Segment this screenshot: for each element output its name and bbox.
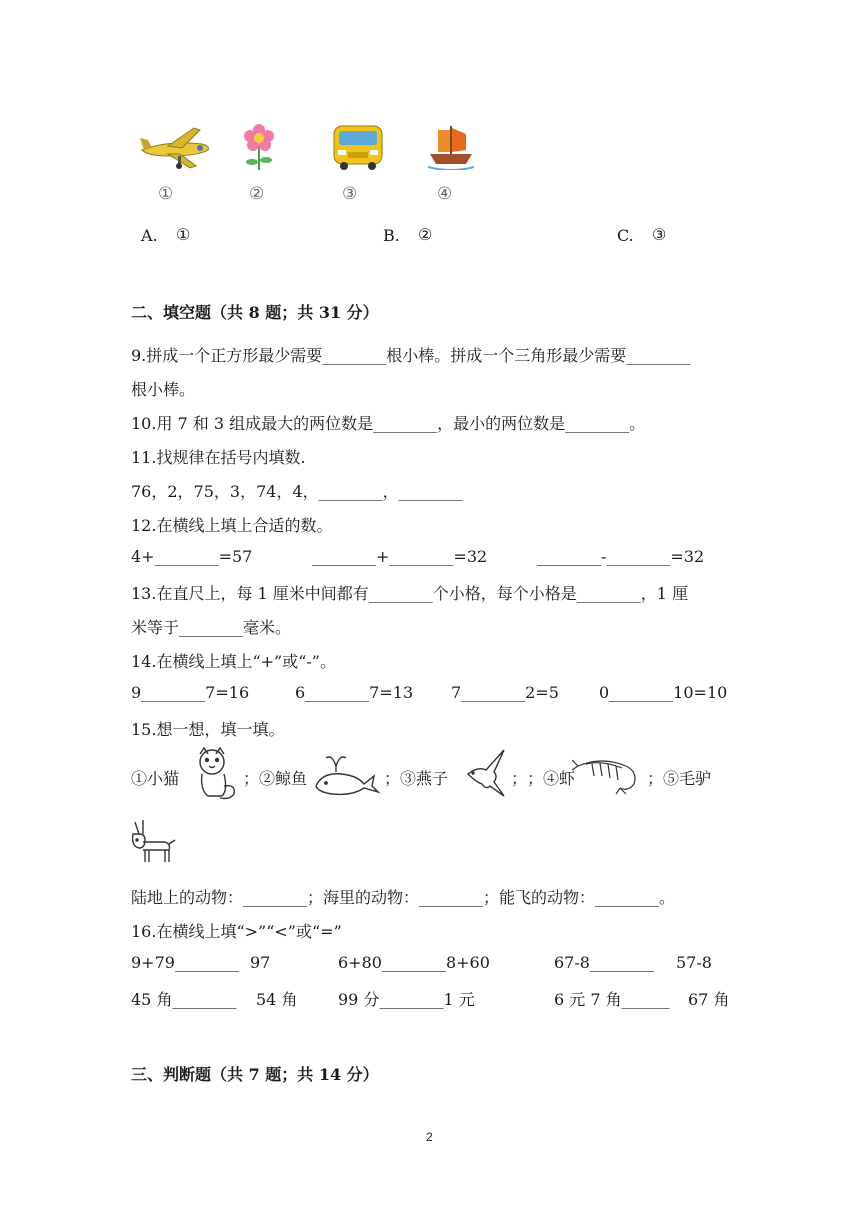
q14-equation-2: 6________7=13 (295, 683, 414, 702)
choice-a-value[interactable]: ① (176, 225, 191, 244)
choice-b-value[interactable]: ② (418, 225, 433, 244)
q15-sep: ； (511, 769, 528, 788)
q15-shrimp-label: ；④虾 (527, 769, 576, 788)
q16-r1-c3-right: 57-8 (676, 953, 712, 972)
page-number: 2 (426, 1130, 433, 1144)
bus-icon (330, 122, 386, 172)
image-number: ③ (342, 184, 358, 204)
q14-text: 14.在横线上填上“+”或“-”。 (131, 652, 336, 671)
swallow-icon (464, 746, 512, 800)
q12-equation-1: 4+________=57 (131, 547, 253, 566)
q16-r2-c1: 45 角________ (131, 990, 237, 1009)
choice-c-value[interactable]: ③ (652, 225, 667, 244)
flower-icon (239, 122, 279, 172)
q11-text: 11.找规律在括号内填数. (131, 448, 306, 467)
q9-line2: 根小棒。 (131, 380, 196, 399)
q12-text: 12.在横线上填上合适的数。 (131, 516, 333, 535)
q16-r1-c2: 6+80________8+60 (338, 953, 490, 972)
choice-c-letter[interactable]: C. (617, 226, 634, 245)
q15-whale-label: ；②鲸鱼 (243, 769, 308, 788)
q15-text: 15.想一想，填一填。 (131, 720, 285, 739)
whale-icon (312, 752, 382, 798)
q16-r2-c3-right: 67 角 (688, 990, 730, 1009)
q16-r2-c2: 99 分________1 元 (338, 990, 475, 1009)
q15-swallow-label: ；③燕子 (384, 769, 449, 788)
q12-equation-3: ________-________=32 (537, 547, 705, 566)
q14-equation-1: 9________7=16 (131, 683, 250, 702)
shrimp-icon (572, 754, 644, 796)
q16-r2-c3: 6 元 7 角______ (554, 990, 670, 1009)
q11-sequence: 76，2，75，3，74，4，________，________ (131, 482, 463, 501)
sailboat-icon (426, 124, 476, 170)
choice-b-letter[interactable]: B. (383, 226, 400, 245)
section-3-title: 三、判断题（共 7 题；共 14 分） (131, 1065, 379, 1084)
q16-r1-c1: 9+79________ (131, 953, 239, 972)
airplane-icon (138, 124, 214, 172)
donkey-icon (129, 818, 177, 866)
q15-cat-label: ①小猫 (131, 769, 180, 788)
cat-icon (190, 746, 240, 800)
q14-equation-3: 7________2=5 (451, 683, 559, 702)
choice-a-letter[interactable]: A. (141, 226, 158, 245)
q13-line1: 13.在直尺上，每 1 厘米中间都有________个小格，每个小格是________，1 厘 (131, 584, 689, 603)
q13-line2: 米等于________毫米。 (131, 618, 292, 637)
q16-text: 16.在横线上填“>”“<”或“=” (131, 922, 342, 941)
q16-r2-c1-right: 54 角 (256, 990, 298, 1009)
q16-r1-c1-right: 97 (250, 953, 271, 972)
q14-equation-4: 0________10=10 (599, 683, 728, 702)
image-number: ② (249, 184, 265, 204)
q9-line1: 9.拼成一个正方形最少需要________根小棒。拼成一个三角形最少需要________ (131, 346, 691, 365)
section-2-title: 二、填空题（共 8 题；共 31 分） (131, 303, 379, 322)
q15-blank-line: 陆地上的动物：________；海里的动物：________；能飞的动物：________。 (131, 888, 676, 907)
image-number: ① (158, 184, 174, 204)
image-number: ④ (437, 184, 453, 204)
q10-text: 10.用 7 和 3 组成最大的两位数是________，最小的两位数是________。 (131, 414, 646, 433)
q16-r1-c3: 67-8________ (554, 953, 654, 972)
q12-equation-2: ________+________=32 (312, 547, 488, 566)
q15-donkey-label: ；⑤毛驴 (647, 769, 712, 788)
